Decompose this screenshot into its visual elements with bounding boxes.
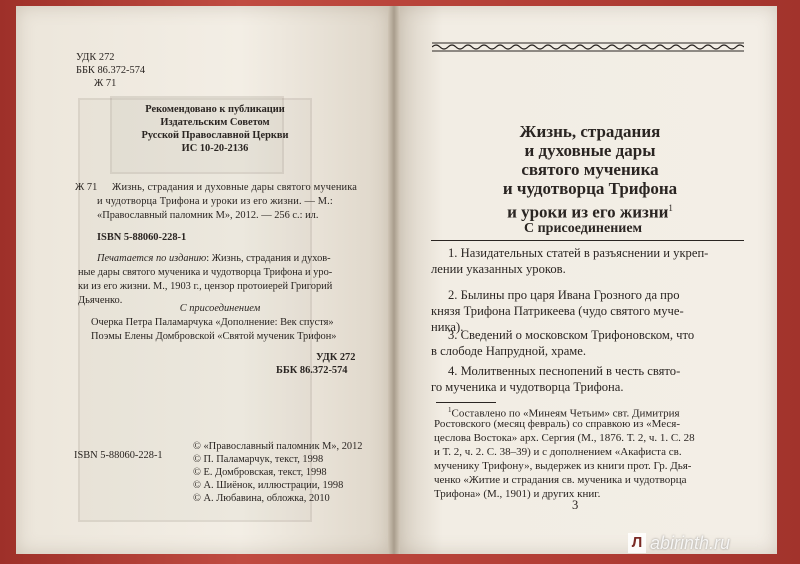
footnote-line: и Т. 2, ч. 2. С. 38–39) и с дополнением «Акафиста св. [434,446,682,458]
list-item-line: го мученика и чудотворца Трифона. [431,380,624,394]
list-item-line: 4. Молитвенных песнопений в честь свято- [448,364,681,378]
footnote-marker: 1 [668,203,673,213]
list-item-line: князя Трифона Патрикеева (чудо святого муче- [431,304,684,318]
footnote-number: 1 [448,406,452,414]
watermark-text: abirinth.ru [650,533,731,553]
udk-top-line: Ж 71 [94,78,117,89]
printed-from-label: Печатается по изданию [97,253,207,264]
footnote-line: ченко «Житие и страдания св. мученика и чудотворца [434,474,687,486]
printed-from-text: : Жизнь, страдания и духов- [206,253,331,264]
list-item-line: лении указанных уроков. [431,262,566,276]
subtitle: С присоединением [524,221,643,236]
labirint-logo-icon: Л [628,533,646,553]
list-item-line: 1. Назидательных статей в разъяснении и укреп- [448,246,709,260]
footnote-line: мученику Трифону», выдержек из книги прот. Гр. Дья- [434,460,692,472]
addition-line: Очерка Петра Паламарчука «Дополнение: Век спустя» [91,317,334,328]
footnote-text: Составлено по «Минеям Четьим» свт. Димитрия [451,407,680,420]
list-item-line: ника). [431,320,464,334]
udk-top-line: ББК 86.372-574 [76,65,146,76]
divider [431,240,744,241]
title-line [440,198,740,223]
title-line: и чудотворца Трифона [502,179,678,198]
title-line: святого мученика [521,160,659,179]
recommendation-line: ИС 10-20-2136 [181,143,249,154]
copyright-line: © П. Паламарчук, текст, 1998 [193,454,324,465]
printed-from-line [97,252,331,266]
title-line: и духовные дары [524,141,656,160]
printed-from-line: Дьяченко. [78,295,123,306]
list-item-line: 3. Сведений о московском Трифоновском, что [448,328,695,342]
recommendation-line: Рекомендовано к публикации [145,104,285,115]
title-line: Жизнь, страдания [519,122,661,141]
copyright-line: © А. Любавина, обложка, 2010 [193,493,330,504]
page-number: 3 [572,498,579,512]
recommendation-line: Издательским Советом [160,117,270,128]
footnote-line: Трифона» (М., 1901) и других книг. [434,488,601,500]
isbn-bottom: ISBN 5-88060-228-1 [74,450,163,461]
addition-line: Поэмы Елены Домбровской «Святой мученик Трифон» [91,331,337,342]
footnote-rule [436,402,496,403]
copyright-line: © Е. Домбровская, текст, 1998 [193,467,327,478]
udk-bottom-line: УДК 272 [316,352,356,363]
udk-bottom-line: ББК 86.372-574 [276,365,348,376]
list-item-line: в слободе Напрудной, храме. [431,344,587,358]
bib-line: «Православный паломник М», 2012. — 256 с.: ил. [97,210,319,221]
title-last-line: и уроки из его жизни [507,202,669,222]
udk-top-line: УДК 272 [76,52,115,63]
isbn-main: ISBN 5-88060-228-1 [97,232,187,243]
bib-line: Жизнь, страдания и духовные дары святого мученика [112,182,358,193]
bib-line: и чудотворца Трифона и уроки из его жизни. — М.: [97,196,333,207]
copyright-line: © «Православный паломник М», 2012 [193,441,363,452]
copyright-line: © А. Шиёнок, иллюстрации, 1998 [193,480,344,491]
printed-from-line: ки из его жизни. М., 1903 г., цензор протоиерей Григорий [78,281,333,292]
list-item-line: 2. Былины про царя Ивана Грозного да про [448,288,680,302]
recommendation-line: Русской Православной Церкви [141,130,289,141]
book-gutter [388,6,400,554]
printed-from-line: ные дары святого мученика и чудотворца Трифона и уро- [78,267,333,278]
footnote-line: Ростовского (месяц февраль) со справкою из «Меся- [434,418,681,430]
bib-code: Ж 71 [75,182,98,193]
addition-heading: С присоединением [179,303,261,314]
footnote-line: цеслова Востока» арх. Сергия (М., 1876. Т. 2, ч. 1. С. 28 [434,432,695,444]
ornament-border-icon [432,41,744,53]
